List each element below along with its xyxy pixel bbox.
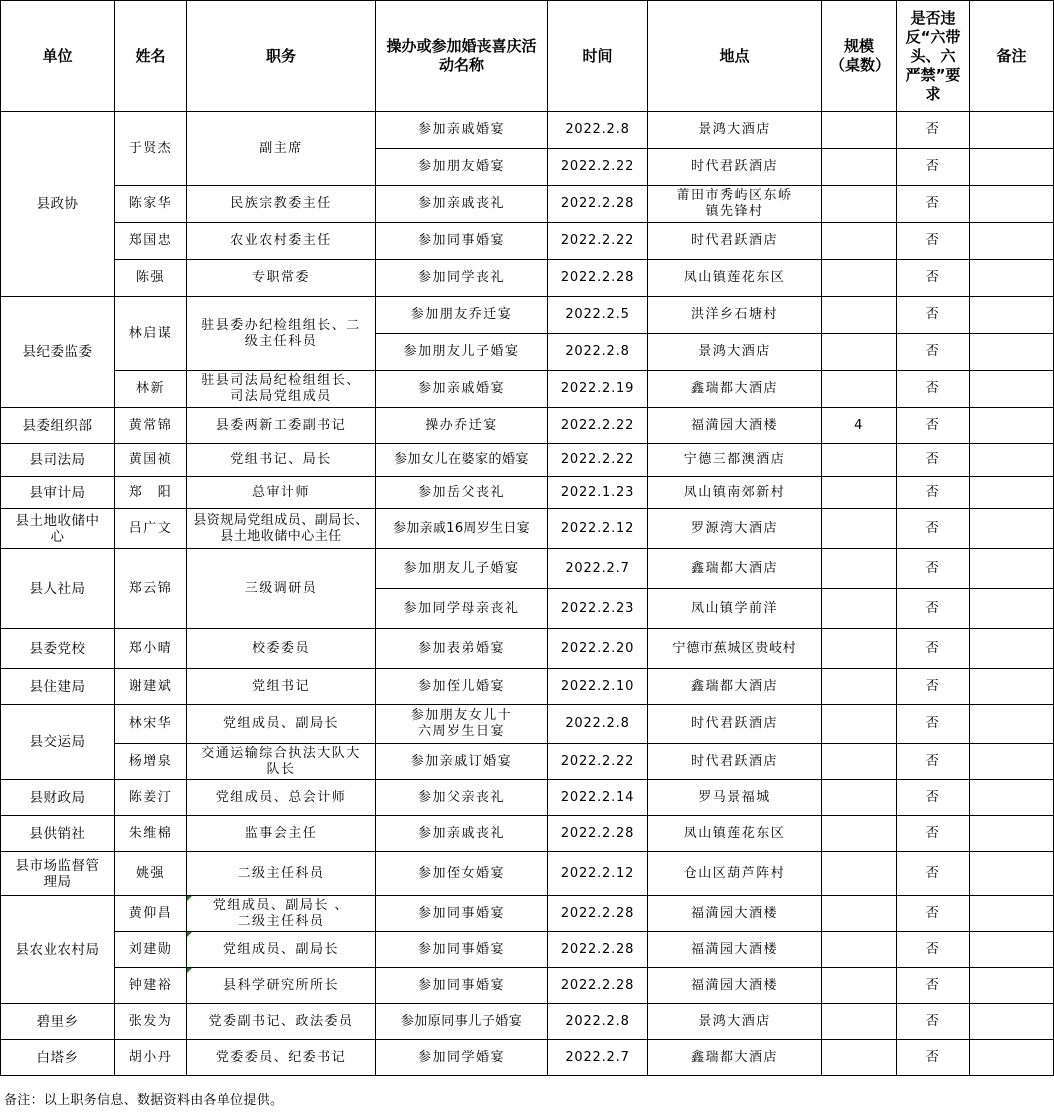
name-cell: 张发为 [115,1004,187,1040]
position-cell: 党组书记 [187,669,376,705]
place-cell: 罗马景福城 [648,780,822,816]
date-cell: 2022.2.14 [548,780,648,816]
header-name: 姓名 [115,1,187,112]
unit-cell: 县委组织部 [1,408,115,444]
violation-cell: 否 [897,444,970,477]
date-cell: 2022.2.22 [548,408,648,444]
scale-cell [822,297,897,334]
place-cell: 福満园大酒楼 [648,968,822,1004]
remark-cell [970,780,1054,816]
position-cell: 党委副书记、政法委员 [187,1004,376,1040]
event-cell: 参加原同事儿子婚宴 [376,1004,548,1040]
event-cell: 参加同事婚宴 [376,223,548,260]
event-cell: 参加同学母亲丧礼 [376,589,548,629]
place-cell: 洪洋乡石塘村 [648,297,822,334]
unit-cell: 县司法局 [1,444,115,477]
place-cell: 福満园大酒楼 [648,932,822,968]
date-cell: 2022.2.19 [548,371,648,408]
table-row [1,1004,1054,1040]
violation-cell: 否 [897,896,970,932]
position-cell: 监事会主任 [187,816,376,852]
remark-cell [970,669,1054,705]
event-cell: 参加表弟婚宴 [376,629,548,669]
name-cell: 郑国忠 [115,223,187,260]
date-cell: 2022.2.8 [548,1004,648,1040]
table-row [1,549,1054,589]
remark-cell [970,223,1054,260]
place-cell: 宁德三都澳酒店 [648,444,822,477]
position-cell: 党组成员、副局长 [187,932,376,968]
name-cell: 姚强 [115,852,187,896]
name-cell: 陈强 [115,260,187,297]
place-cell: 鑫瑞都大酒店 [648,1040,822,1076]
unit-cell: 县市场监督管理局 [1,852,115,896]
place-cell: 凤山镇莲花东区 [648,816,822,852]
header-remark: 备注 [970,1,1054,112]
violation-cell: 否 [897,1040,970,1076]
scale-cell [822,149,897,186]
name-cell: 谢建斌 [115,669,187,705]
event-cell: 参加亲戚16周岁生日宴 [376,509,548,549]
violation-cell: 否 [897,112,970,149]
unit-cell: 县财政局 [1,780,115,816]
remark-cell [970,705,1054,744]
scale-cell [822,705,897,744]
date-cell: 2022.2.12 [548,852,648,896]
name-cell: 胡小丹 [115,1040,187,1076]
place-cell: 福満园大酒楼 [648,896,822,932]
place-cell: 仓山区葫芦阵村 [648,852,822,896]
violation-cell: 否 [897,408,970,444]
event-cell: 参加同事婚宴 [376,932,548,968]
remark-cell [970,896,1054,932]
date-cell: 2022.2.8 [548,334,648,371]
remark-cell [970,932,1054,968]
place-cell: 时代君跃酒店 [648,705,822,744]
remark-cell [970,408,1054,444]
table-row [1,509,1054,549]
date-cell: 2022.2.28 [548,186,648,223]
position-cell: 专职常委 [187,260,376,297]
unit-cell: 县交运局 [1,705,115,780]
table-row [1,705,1054,744]
position-cell: 民族宗教委主任 [187,186,376,223]
violation-cell: 否 [897,589,970,629]
scale-cell [822,1040,897,1076]
table-row [1,629,1054,669]
name-cell: 郑云锦 [115,549,187,629]
date-cell: 2022.2.5 [548,297,648,334]
unit-cell: 县土地收储中心 [1,509,115,549]
event-cell: 参加朋友婚宴 [376,149,548,186]
date-cell: 2022.1.23 [548,477,648,509]
position-cell: 副主席 [187,112,376,186]
violation-cell: 否 [897,477,970,509]
event-cell: 参加岳父丧礼 [376,477,548,509]
header-place: 地点 [648,1,822,112]
event-cell: 参加同事婚宴 [376,968,548,1004]
unit-cell: 县委党校 [1,629,115,669]
violation-cell: 否 [897,968,970,1004]
violation-cell: 否 [897,629,970,669]
place-cell: 景鸿大酒店 [648,1004,822,1040]
scale-cell [822,744,897,780]
position-cell: 驻县司法局纪检组组长、司法局党组成员 [187,371,376,408]
table-row [1,112,1054,149]
position-cell: 县科学研究所所长 [187,968,376,1004]
position-cell: 县委两新工委副书记 [187,408,376,444]
date-cell: 2022.2.8 [548,112,648,149]
name-cell: 郑 阳 [115,477,187,509]
table-row [1,223,1054,260]
name-cell: 黄常锦 [115,408,187,444]
violation-cell: 否 [897,744,970,780]
scale-cell [822,896,897,932]
place-cell: 鑫瑞都大酒店 [648,669,822,705]
unit-cell: 县供销社 [1,816,115,852]
remark-cell [970,112,1054,149]
header-violation: 是否违反“六带头、六严禁”要求 [897,1,970,112]
name-cell: 刘建勋 [115,932,187,968]
remark-cell [970,149,1054,186]
unit-cell: 白塔乡 [1,1040,115,1076]
header-position: 职务 [187,1,376,112]
place-cell: 时代君跃酒店 [648,223,822,260]
name-cell: 杨增泉 [115,744,187,780]
position-cell: 县资规局党组成员、副局长、县土地收储中心主任 [187,509,376,549]
violation-cell: 否 [897,186,970,223]
position-cell: 党委委员、纪委书记 [187,1040,376,1076]
place-cell: 凤山镇南郊新村 [648,477,822,509]
scale-cell [822,816,897,852]
scale-cell [822,780,897,816]
scale-cell [822,968,897,1004]
table-row [1,297,1054,334]
unit-cell: 县住建局 [1,669,115,705]
violation-cell: 否 [897,509,970,549]
remark-cell [970,1040,1054,1076]
date-cell: 2022.2.20 [548,629,648,669]
scale-cell [822,549,897,589]
name-cell: 黄国祯 [115,444,187,477]
scale-cell [822,629,897,669]
scale-cell [822,852,897,896]
remark-cell [970,589,1054,629]
scale-cell [822,669,897,705]
table-row [1,477,1054,509]
event-cell: 参加侄儿婚宴 [376,669,548,705]
table-row [1,260,1054,297]
violation-cell: 否 [897,1004,970,1040]
scale-cell [822,186,897,223]
table-row [1,444,1054,477]
event-cell: 参加亲戚婚宴 [376,112,548,149]
event-cell: 参加朋友儿子婚宴 [376,334,548,371]
date-cell: 2022.2.28 [548,816,648,852]
remark-cell [970,509,1054,549]
table-row [1,896,1054,932]
violation-cell: 否 [897,780,970,816]
date-cell: 2022.2.22 [548,223,648,260]
violation-cell: 否 [897,334,970,371]
unit-cell: 碧里乡 [1,1004,115,1040]
remark-cell [970,744,1054,780]
remark-cell [970,477,1054,509]
violation-cell: 否 [897,669,970,705]
violation-cell: 否 [897,549,970,589]
table-row [1,408,1054,444]
table-row [1,852,1054,896]
event-cell: 参加朋友儿子婚宴 [376,549,548,589]
remark-cell [970,968,1054,1004]
remark-cell [970,260,1054,297]
date-cell: 2022.2.7 [548,1040,648,1076]
date-cell: 2022.2.28 [548,260,648,297]
date-cell: 2022.2.22 [548,149,648,186]
scale-cell [822,509,897,549]
remark-cell [970,549,1054,589]
place-cell: 时代君跃酒店 [648,744,822,780]
scale-cell [822,1004,897,1040]
table-row [1,816,1054,852]
remark-cell [970,371,1054,408]
remark-cell [970,852,1054,896]
violation-cell: 否 [897,149,970,186]
name-cell: 陈姜汀 [115,780,187,816]
unit-cell: 县人社局 [1,549,115,629]
event-cell: 参加同学丧礼 [376,260,548,297]
event-cell: 参加侄女婚宴 [376,852,548,896]
violation-cell: 否 [897,223,970,260]
remark-cell [970,297,1054,334]
table-row [1,186,1054,223]
position-cell: 交通运输综合执法大队大队长 [187,744,376,780]
violation-cell: 否 [897,852,970,896]
unit-cell: 县审计局 [1,477,115,509]
event-cell: 参加朋友女儿十六周岁生日宴 [376,705,548,744]
name-cell: 朱维棉 [115,816,187,852]
violation-cell: 否 [897,260,970,297]
date-cell: 2022.2.28 [548,968,648,1004]
scale-cell: 4 [822,408,897,444]
header-row [1,1,1054,112]
date-cell: 2022.2.7 [548,549,648,589]
event-cell: 参加亲戚丧礼 [376,186,548,223]
position-cell: 党组成员、副局长 [187,705,376,744]
event-cell: 参加父亲丧礼 [376,780,548,816]
remark-cell [970,629,1054,669]
header-date: 时间 [548,1,648,112]
name-cell: 黄仰昌 [115,896,187,932]
scale-cell [822,477,897,509]
place-cell: 景鸿大酒店 [648,112,822,149]
name-cell: 林宋华 [115,705,187,744]
place-cell: 宁德市蕉城区贵岐村 [648,629,822,669]
position-cell: 党组书记、局长 [187,444,376,477]
date-cell: 2022.2.22 [548,744,648,780]
footnote: 备注：以上职务信息、数据资料由各单位提供。 [4,1093,284,1108]
place-cell: 福満园大酒楼 [648,408,822,444]
event-cell: 参加亲戚丧礼 [376,816,548,852]
table-row [1,371,1054,408]
position-cell: 党组成员、总会计师 [187,780,376,816]
scale-cell [822,260,897,297]
scale-cell [822,112,897,149]
place-cell: 时代君跃酒店 [648,149,822,186]
violation-cell: 否 [897,932,970,968]
place-cell: 景鸿大酒店 [648,334,822,371]
scale-cell [822,444,897,477]
date-cell: 2022.2.12 [548,509,648,549]
date-cell: 2022.2.8 [548,705,648,744]
name-cell: 林启谋 [115,297,187,371]
name-cell: 于贤杰 [115,112,187,186]
violation-cell: 否 [897,297,970,334]
header-unit: 单位 [1,1,115,112]
table-row [1,1040,1054,1076]
remark-cell [970,334,1054,371]
event-cell: 参加同学婚宴 [376,1040,548,1076]
name-cell: 吕广文 [115,509,187,549]
place-cell: 罗源湾大酒店 [648,509,822,549]
name-cell: 郑小晴 [115,629,187,669]
position-cell: 校委委员 [187,629,376,669]
name-cell: 林新 [115,371,187,408]
event-cell: 参加同事婚宴 [376,896,548,932]
position-cell: 党组成员、副局长 、二级主任科员 [187,896,376,932]
unit-cell: 县农业农村局 [1,896,115,1004]
date-cell: 2022.2.28 [548,896,648,932]
event-cell: 操办乔迁宴 [376,408,548,444]
event-cell: 参加亲戚订婚宴 [376,744,548,780]
scale-cell [822,932,897,968]
scale-cell [822,334,897,371]
remark-cell [970,1004,1054,1040]
remark-cell [970,444,1054,477]
table-row [1,669,1054,705]
place-cell: 莆田市秀屿区东峤镇先锋村 [648,186,822,223]
violation-cell: 否 [897,371,970,408]
date-cell: 2022.2.23 [548,589,648,629]
place-cell: 凤山镇莲花东区 [648,260,822,297]
header-event: 操办或参加婚丧喜庆活动名称 [376,1,548,112]
header-scale: 规模（桌数） [822,1,897,112]
place-cell: 鑫瑞都大酒店 [648,549,822,589]
date-cell: 2022.2.10 [548,669,648,705]
table-row [1,780,1054,816]
violation-cell: 否 [897,705,970,744]
scale-cell [822,371,897,408]
remark-cell [970,816,1054,852]
remark-cell [970,186,1054,223]
unit-cell: 县政协 [1,112,115,297]
event-cell: 参加朋友乔迁宴 [376,297,548,334]
date-cell: 2022.2.22 [548,444,648,477]
position-cell: 三级调研员 [187,549,376,629]
event-cell: 参加女儿在婆家的婚宴 [376,444,548,477]
unit-cell: 县纪委监委 [1,297,115,408]
name-cell: 钟建裕 [115,968,187,1004]
date-cell: 2022.2.28 [548,932,648,968]
event-cell: 参加亲戚婚宴 [376,371,548,408]
name-cell: 陈家华 [115,186,187,223]
position-cell: 二级主任科员 [187,852,376,896]
position-cell: 驻县委办纪检组组长、二级主任科员 [187,297,376,371]
violation-cell: 否 [897,816,970,852]
scale-cell [822,223,897,260]
position-cell: 总审计师 [187,477,376,509]
place-cell: 凤山镇学前洋 [648,589,822,629]
scale-cell [822,589,897,629]
table-row [1,932,1054,968]
place-cell: 鑫瑞都大酒店 [648,371,822,408]
position-cell: 农业农村委主任 [187,223,376,260]
table-row [1,968,1054,1004]
table-row [1,744,1054,780]
